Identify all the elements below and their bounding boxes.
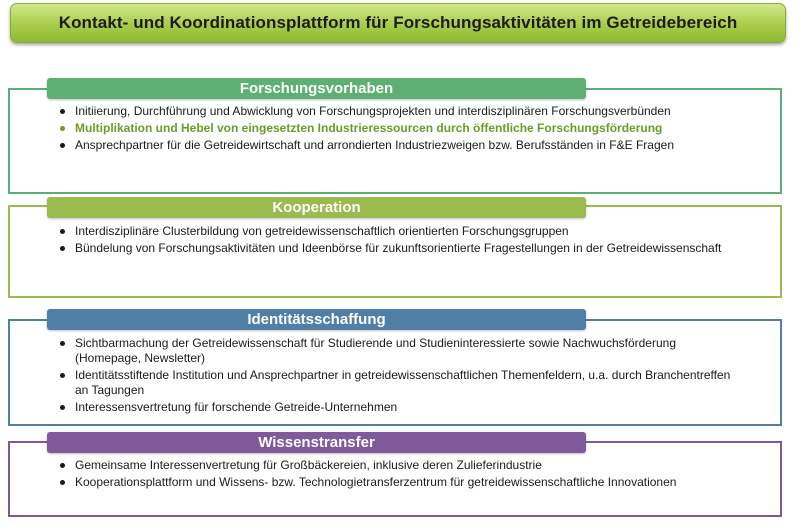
list-item-text: Ansprechpartner für die Getreidewirtschaft und arrondierten Industriezweigen bzw. Berufsständen in F&E Fragen	[75, 138, 674, 152]
list-item-highlight	[55, 121, 745, 136]
bullet-list-forschungsvorhaben	[55, 104, 745, 155]
list-item-text: Interdisziplinäre Clusterbildung von getreidewissenschaftlich orientierten Forschungsgruppen	[75, 224, 569, 238]
section-heading: Wissenstransfer	[258, 434, 375, 451]
page-title: Kontakt- und Koordinationsplattform für Forschungsaktivitäten im Getreidebereich	[58, 13, 738, 32]
section-heading: Forschungsvorhaben	[239, 80, 394, 97]
list-item	[55, 138, 745, 153]
bullet-list-identitaetsschaffung	[55, 336, 745, 417]
bullet-list-kooperation	[55, 224, 745, 258]
section-header-wissenstransfer	[47, 432, 586, 453]
list-item-text: Gemeinsame Interessenvertretung für Großbäckereien, inklusive deren Zulieferindustrie	[75, 458, 542, 472]
list-item-text: Interessensvertretung für forschende Getreide-Unternehmen	[75, 400, 398, 414]
list-item	[55, 458, 745, 473]
list-item	[55, 400, 745, 415]
bullet-icon	[60, 229, 65, 234]
section-heading: Kooperation	[272, 199, 361, 216]
list-item	[55, 475, 745, 490]
bullet-icon	[60, 143, 65, 148]
bullet-list-wissenstransfer	[55, 458, 745, 492]
list-item-text: Identitätsstiftende Institution und Ansprechpartner in getreidewissenschaftlichen Themenfeldern, u.a. durch Branchentreffen an Tagungen	[75, 368, 731, 397]
list-item-text: Initiierung, Durchführung und Abwicklung von Forschungsprojekten und interdisziplinären Forschungsverbünden	[75, 104, 671, 118]
bullet-icon	[60, 246, 65, 251]
list-item-text: Sichtbarmachung der Getreidewissenschaft für Studierende und Studieninteressierte sowie Nachwuchsförderung (Homepage, Newsletter)	[75, 336, 677, 365]
bullet-icon	[60, 373, 65, 378]
section-heading: Identitätsschaffung	[247, 311, 386, 328]
bullet-icon	[60, 126, 65, 131]
section-header-identitaetsschaffung	[47, 309, 586, 330]
list-item	[55, 368, 745, 398]
list-item-text: Bündelung von Forschungsaktivitäten und Ideenbörse für zukunftsorientierte Fragestellungen in der Getreidewissenschaft	[75, 241, 722, 255]
list-item-text: Kooperationsplattform und Wissens- bzw. Technologietransferzentrum für getreidewissenschaftliche Innovationen	[75, 475, 677, 489]
bullet-icon	[60, 463, 65, 468]
section-header-forschungsvorhaben	[47, 78, 586, 99]
list-item	[55, 336, 745, 366]
bullet-icon	[60, 109, 65, 114]
bullet-icon	[60, 405, 65, 410]
list-item	[55, 104, 745, 119]
title-banner	[10, 3, 786, 43]
list-item-text: Multiplikation und Hebel von eingesetzten Industrieressourcen durch öffentliche Forschungsförderung	[75, 121, 663, 135]
section-header-kooperation	[47, 197, 586, 218]
list-item	[55, 241, 745, 256]
list-item	[55, 224, 745, 239]
bullet-icon	[60, 341, 65, 346]
bullet-icon	[60, 480, 65, 485]
